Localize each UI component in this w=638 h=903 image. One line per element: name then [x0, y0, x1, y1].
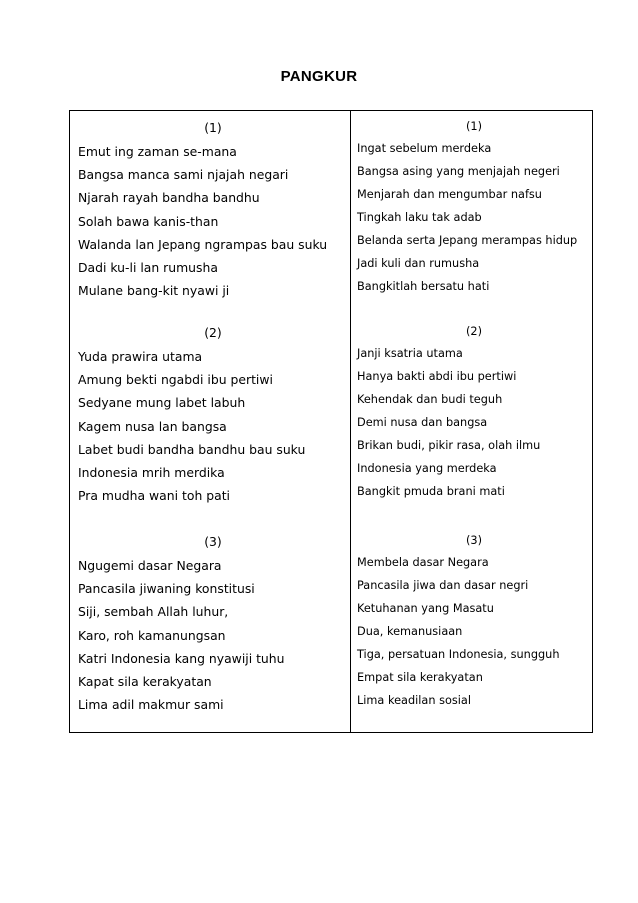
left-stanza-1-line: Emut ing zaman se-mana: [78, 144, 237, 159]
left-stanza-1-line: Walanda lan Jepang ngrampas bau suku: [78, 236, 328, 252]
right-stanza-3-line: Tiga, persatuan Indonesia, sungguh: [357, 648, 560, 661]
left-stanza-3-heading: (3): [204, 534, 222, 549]
right-stanza-2-line: Hanya bakti abdi ibu pertiwi: [357, 370, 517, 383]
left-stanza-1-line: Dadi ku-li lan rumusha: [78, 260, 218, 275]
left-stanza-3-line: Katri Indonesia kang nyawiji tuhu: [78, 650, 285, 666]
left-stanza-2-line: Indonesia mrih merdika: [78, 465, 225, 480]
left-stanza-1-line: Mulane bang-kit nyawi ji: [78, 283, 230, 299]
right-stanza-3-line: Empat sila kerakyatan: [357, 671, 483, 684]
left-stanza-3-line: Lima adil makmur sami: [78, 697, 224, 713]
left-stanza-2-line: Sedyane mung labet labuh: [78, 395, 246, 411]
left-stanza-3-line: Karo, roh kamanungsan: [78, 627, 226, 643]
right-stanza-2-line: Bangkit pmuda brani mati: [357, 485, 505, 498]
left-stanza-3-line: Ngugemi dasar Negara: [78, 558, 222, 573]
left-stanza-3-line: Siji, sembah Allah luhur,: [78, 604, 229, 620]
right-stanza-1-line: Ingat sebelum merdeka: [357, 142, 492, 155]
left-stanza-1-line: Njarah rayah bandha bandhu: [78, 190, 260, 206]
left-stanza-2-heading: (2): [204, 325, 222, 340]
left-stanza-1-line: Bangsa manca sami njajah negari: [78, 167, 289, 183]
right-stanza-2-line: Indonesia yang merdeka: [357, 462, 497, 475]
right-stanza-3-line: Membela dasar Negara: [357, 556, 489, 569]
right-stanza-3-line: Lima keadilan sosial: [357, 694, 471, 707]
page-title: PANGKUR: [280, 68, 358, 85]
right-stanza-1-heading: (1): [465, 120, 482, 133]
left-stanza-1-line: Solah bawa kanis-than: [78, 213, 219, 229]
right-stanza-2-line: Brikan budi, pikir rasa, olah ilmu: [357, 439, 541, 452]
right-stanza-3-line: Ketuhanan yang Masatu: [357, 602, 494, 615]
right-stanza-2-line: Kehendak dan budi teguh: [357, 393, 503, 406]
left-stanza-3-line: Kapat sila kerakyatan: [78, 674, 212, 689]
right-stanza-3-line: Pancasila jiwa dan dasar negri: [357, 579, 529, 592]
left-stanza-3-line: Pancasila jiwaning konstitusi: [78, 581, 255, 597]
right-stanza-3-line: Dua, kemanusiaan: [357, 625, 463, 638]
right-stanza-1-line: Belanda serta Jepang merampas hidup: [357, 234, 578, 247]
right-stanza-1-line: Menjarah dan mengumbar nafsu: [357, 188, 542, 201]
left-stanza-2-line: Labet budi bandha bandhu bau suku: [78, 441, 306, 457]
left-stanza-2-line: Pra mudha wani toh pati: [78, 488, 231, 504]
left-stanza-2-line: Kagem nusa lan bangsa: [78, 418, 227, 434]
column-divider: [350, 111, 351, 732]
right-stanza-1-line: Bangkitlah bersatu hati: [357, 280, 490, 293]
right-stanza-2-line: Janji ksatria utama: [357, 347, 463, 360]
left-stanza-1-heading: (1): [204, 120, 222, 135]
right-stanza-1-line: Tingkah laku tak adab: [357, 211, 482, 224]
right-stanza-2-heading: (2): [465, 325, 482, 338]
right-stanza-1-line: Bangsa asing yang menjajah negeri: [357, 165, 560, 178]
left-stanza-2-line: Yuda prawira utama: [78, 349, 203, 364]
right-stanza-1-line: Jadi kuli dan rumusha: [357, 257, 480, 270]
left-stanza-2-line: Amung bekti ngabdi ibu pertiwi: [78, 372, 273, 388]
poem-table: [69, 110, 593, 733]
right-stanza-3-heading: (3): [465, 534, 482, 547]
right-stanza-2-line: Demi nusa dan bangsa: [357, 416, 488, 429]
